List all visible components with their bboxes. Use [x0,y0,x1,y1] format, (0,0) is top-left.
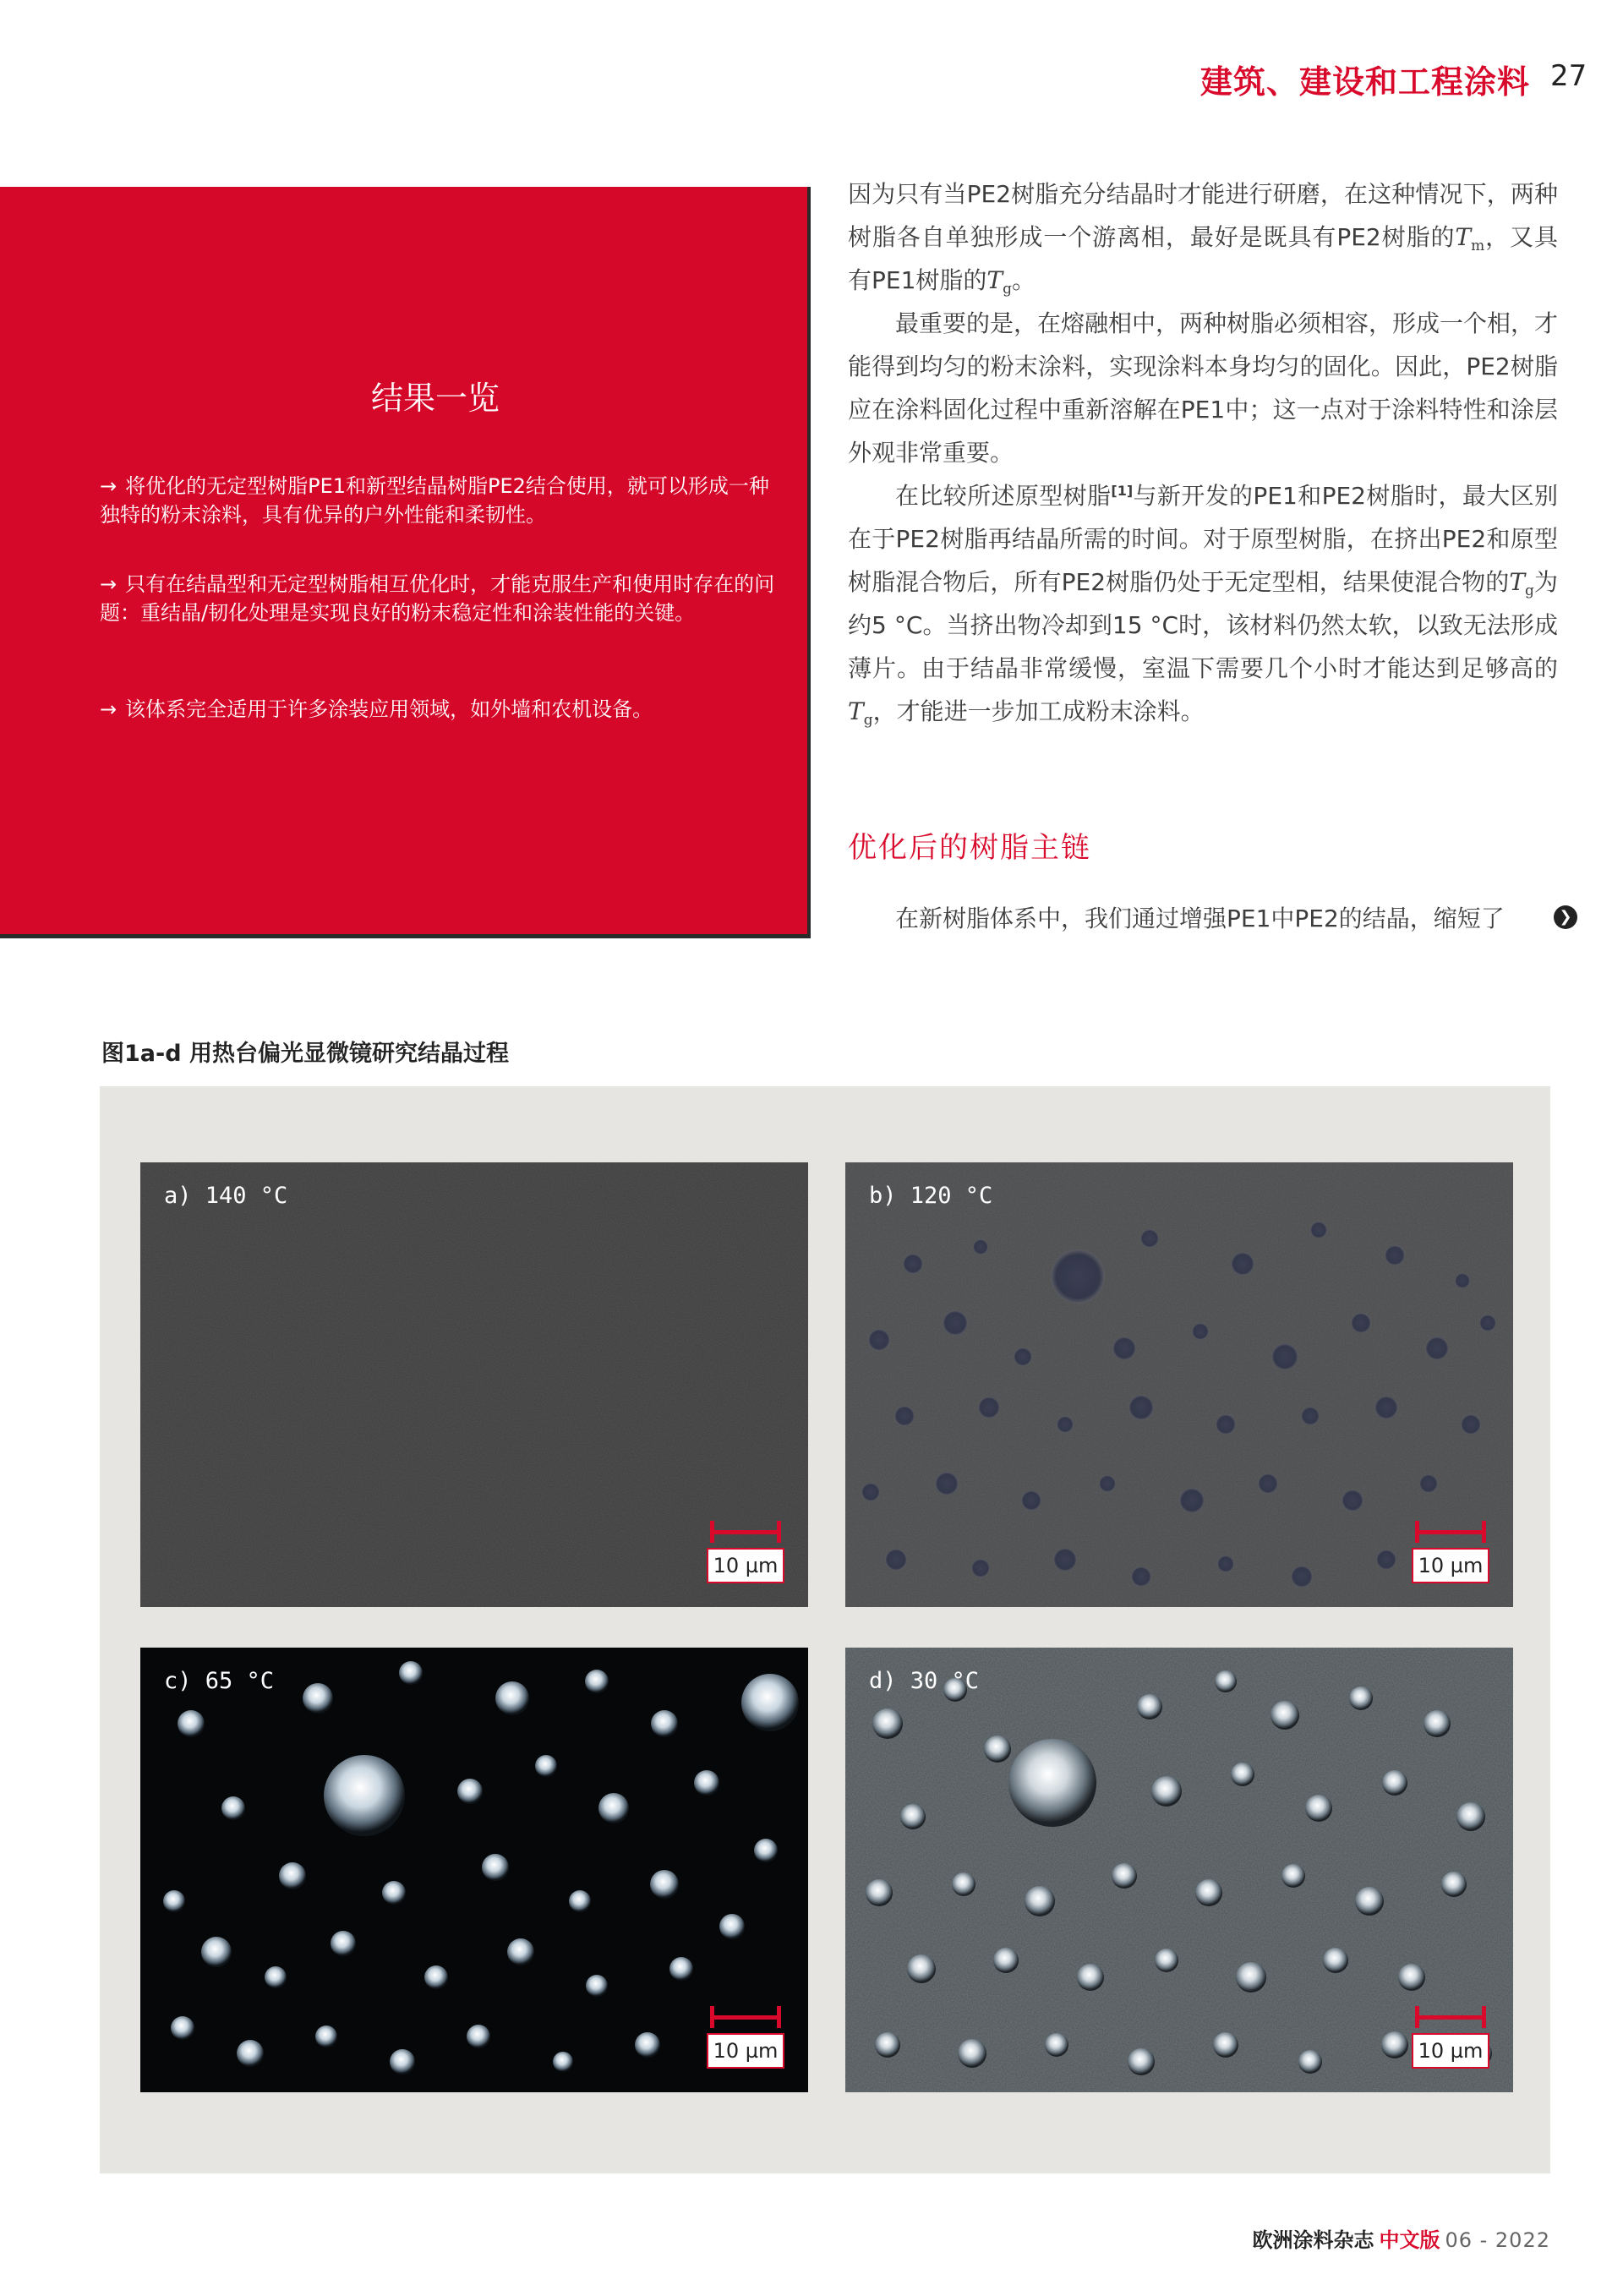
body-text [848,172,1558,733]
symbol-T: $T_g$ [986,266,1012,298]
symbol-T: $T_g$ [1509,568,1534,599]
micrograph-label: a) 140 °C [164,1183,288,1209]
arrow-icon: → [100,474,117,498]
reference-marker: [1] [1111,483,1134,499]
arrow-icon: → [100,697,117,721]
text-run: 为约5 °C。当挤出物冷却到15 °C时，该材料仍然太软，以致无法形成薄片。由于结晶非常缓慢，室温下需要几个小时才能达到足够高的 [848,568,1558,682]
micrograph-d [845,1648,1513,2092]
text-run: ，又具有PE1树脂的 [848,223,1558,294]
body-paragraph-2: 最重要的是，在熔融相中，两种树脂必须相容，形成一个相，才能得到均匀的粉末涂料，实现涂料本身均匀的固化。因此，PE2树脂应在涂料固化过程中重新溶解在PE1中；这一点对于涂料特性和涂层外观非常重要。 [848,309,1559,467]
section-heading: 优化后的树脂主链 [848,831,1091,865]
section-first-line: 在新树脂体系中，我们通过增强PE1中PE2的结晶，缩短了 [895,905,1505,932]
summary-box [0,187,807,934]
footer [1252,2223,1550,2253]
footer-magazine: 欧洲涂料杂志 [1252,2228,1374,2252]
micrograph-c [140,1648,808,2092]
micrograph-label: d) 30 °C [869,1668,980,1694]
footer-edition: 中文版 [1379,2228,1440,2252]
summary-item-3 [100,695,776,724]
continue-arrow-icon: ❯ [1554,905,1577,929]
figure-panel [100,1086,1550,2173]
text-run: 。 [1011,266,1036,294]
arrow-icon: → [100,572,117,596]
micrograph-label: b) 120 °C [869,1183,993,1209]
scale-bar-label: 10 µm [707,1548,784,1583]
summary-item-text: 该体系完全适用于许多涂装应用领域，如外墙和农机设备。 [125,697,653,721]
micrograph-label: c) 65 °C [164,1668,275,1694]
scale-bar [707,2006,784,2069]
text-run: 在比较所述原型树脂 [895,482,1112,510]
summary-title: 结果一览 [370,380,500,417]
summary-item-text: 只有在结晶型和无定型树脂相互优化时，才能克服生产和使用时存在的问题：重结晶/韧化处理是实现良好的粉末稳定性和涂装性能的关键。 [100,572,775,625]
text-run: 因为只有当PE2树脂充分结晶时才能进行研磨，在这种情况下，两种树脂各自单独形成一个游离相，最好是既具有PE2树脂的 [848,180,1558,251]
scale-bar-label: 10 µm [1412,2033,1489,2069]
scale-bar [707,1521,784,1583]
page-number-text: 27 [1550,59,1587,93]
text-run: ，才能进一步加工成粉末涂料。 [872,697,1205,725]
figure-caption: 图1a-d 用热台偏光显微镜研究结晶过程 [101,1041,509,1067]
text-run: 与新开发的PE1和PE2树脂时，最大区别在于PE2树脂再结晶所需的时间。对于原型树脂，在挤出PE2和原型树脂混合物后，所有PE2树脂仍处于无定型相，结果使混合物的 [848,482,1558,596]
body-paragraph-3 [848,474,1558,733]
summary-item-2 [100,570,776,627]
scale-bar [1412,1521,1489,1583]
footer-issue: 06 - 2022 [1445,2228,1550,2252]
scale-bar [1412,2006,1489,2069]
summary-box-shadow-right [807,187,811,938]
running-header-title: 建筑、建设和工程涂料 [1199,63,1530,101]
micrograph-b [845,1162,1513,1607]
symbol-T: $T_m$ [1455,223,1485,254]
scale-bar-label: 10 µm [707,2033,784,2069]
scale-bar-label: 10 µm [1412,1548,1489,1583]
summary-box-shadow-bottom [0,934,810,938]
summary-item-1 [100,472,776,529]
micrograph-a [140,1162,808,1607]
symbol-T: $T_g$ [848,697,873,729]
summary-item-text: 将优化的无定型树脂PE1和新型结晶树脂PE2结合使用，就可以形成一种独特的粉末涂料，具有优异的户外性能和柔韧性。 [100,474,769,527]
body-paragraph-1 [848,172,1558,302]
